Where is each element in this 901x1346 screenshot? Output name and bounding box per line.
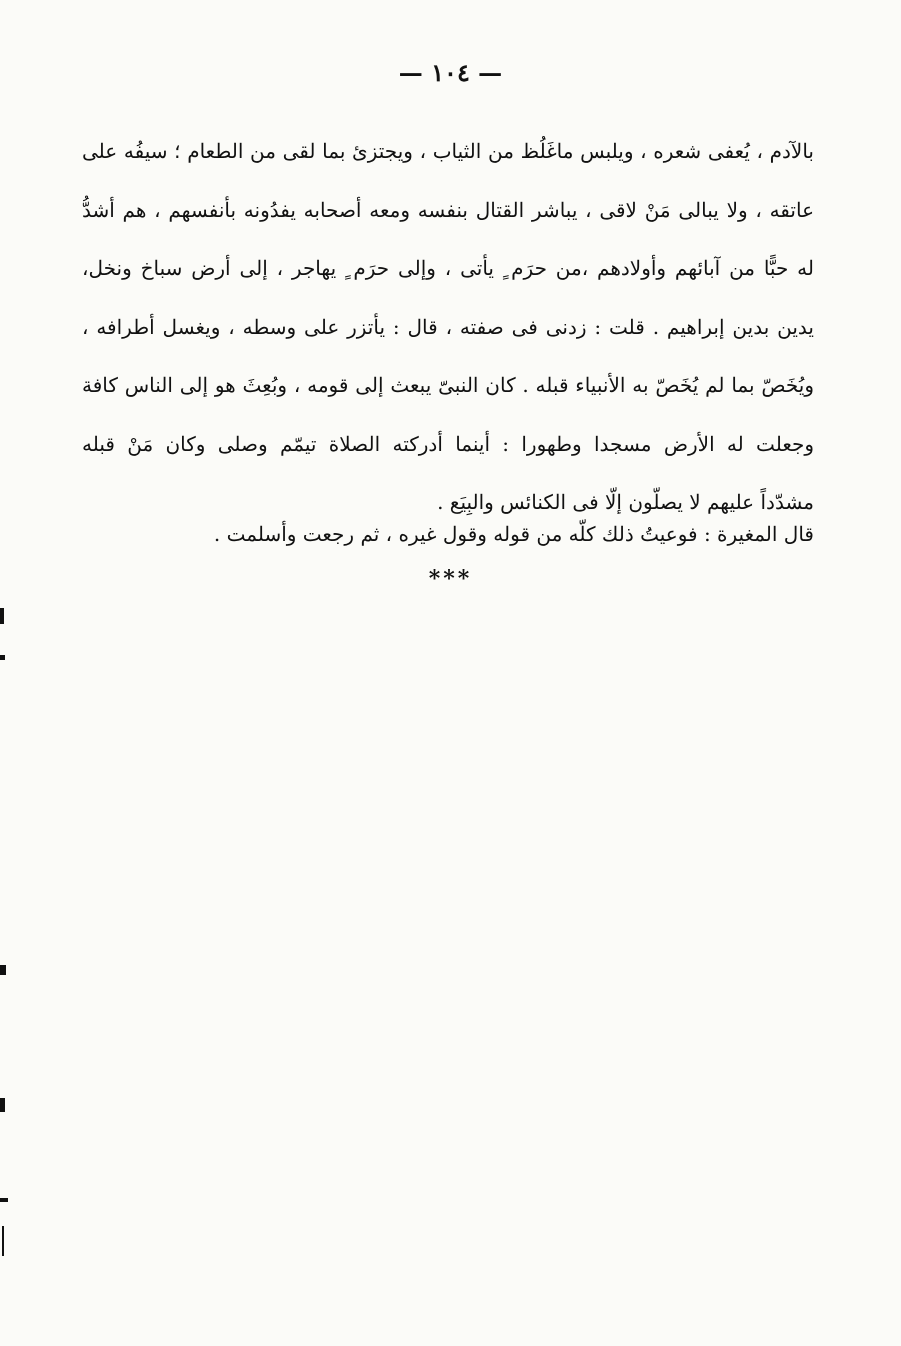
text-line: يدين بدين إبراهيم . قلت : زدنى فى صفته ، قال : يأتزر على وسطه ، ويغسل أطرافه ،: [82, 314, 814, 339]
text-line: وجعلت له الأرض مسجدا وطهورا : أينما أدركته الصلاة تيمّم وصلى وكان مَنْ قبله: [82, 431, 814, 456]
page-number: — ١٠٤ —: [398, 58, 503, 87]
scan-mark: [2, 1226, 4, 1256]
section-separator: ***: [428, 566, 473, 592]
scan-mark: [0, 655, 5, 660]
scan-mark: [0, 1198, 8, 1202]
scan-mark: [0, 608, 4, 624]
closing-paragraph: قال المغيرة : فوعيتُ ذلك كلّه من قوله وقول غيره ، ثم رجعت وأسلمت .: [213, 522, 814, 546]
text-line: ويُخَصّ بما لم يُخَصّ به الأنبياء قبله . كان النبىّ يبعث إلى قومه ، وبُعِثَ هو إلى الناس كافة: [82, 373, 814, 397]
text-line: بالآدم ، يُعفى شعره ، ويلبس ماغَلُظ من الثياب ، ويجتزئ بما لقى من الطعام ؛ سيفُه على: [82, 139, 814, 163]
body-paragraph: [82, 122, 814, 532]
text-line: عاتقه ، ولا يبالى مَنْ لاقى ، يباشر القتال بنفسه ومعه أصحابه يفدُونه بأنفسهم ، هم أشدُّ: [82, 197, 814, 222]
scan-mark: [0, 965, 6, 975]
text-line: مشدّداً عليهم لا يصلّون إلّا فى الكنائس والبِيَع .: [437, 490, 814, 514]
scan-mark: [0, 1098, 5, 1112]
text-line: له حبًّا من آبائهم وأولادهم ،من حرَم ٍ يأتى ، وإلى حرَم ٍ يهاجر ، إلى أرض سباخ ونخل،: [82, 256, 814, 280]
